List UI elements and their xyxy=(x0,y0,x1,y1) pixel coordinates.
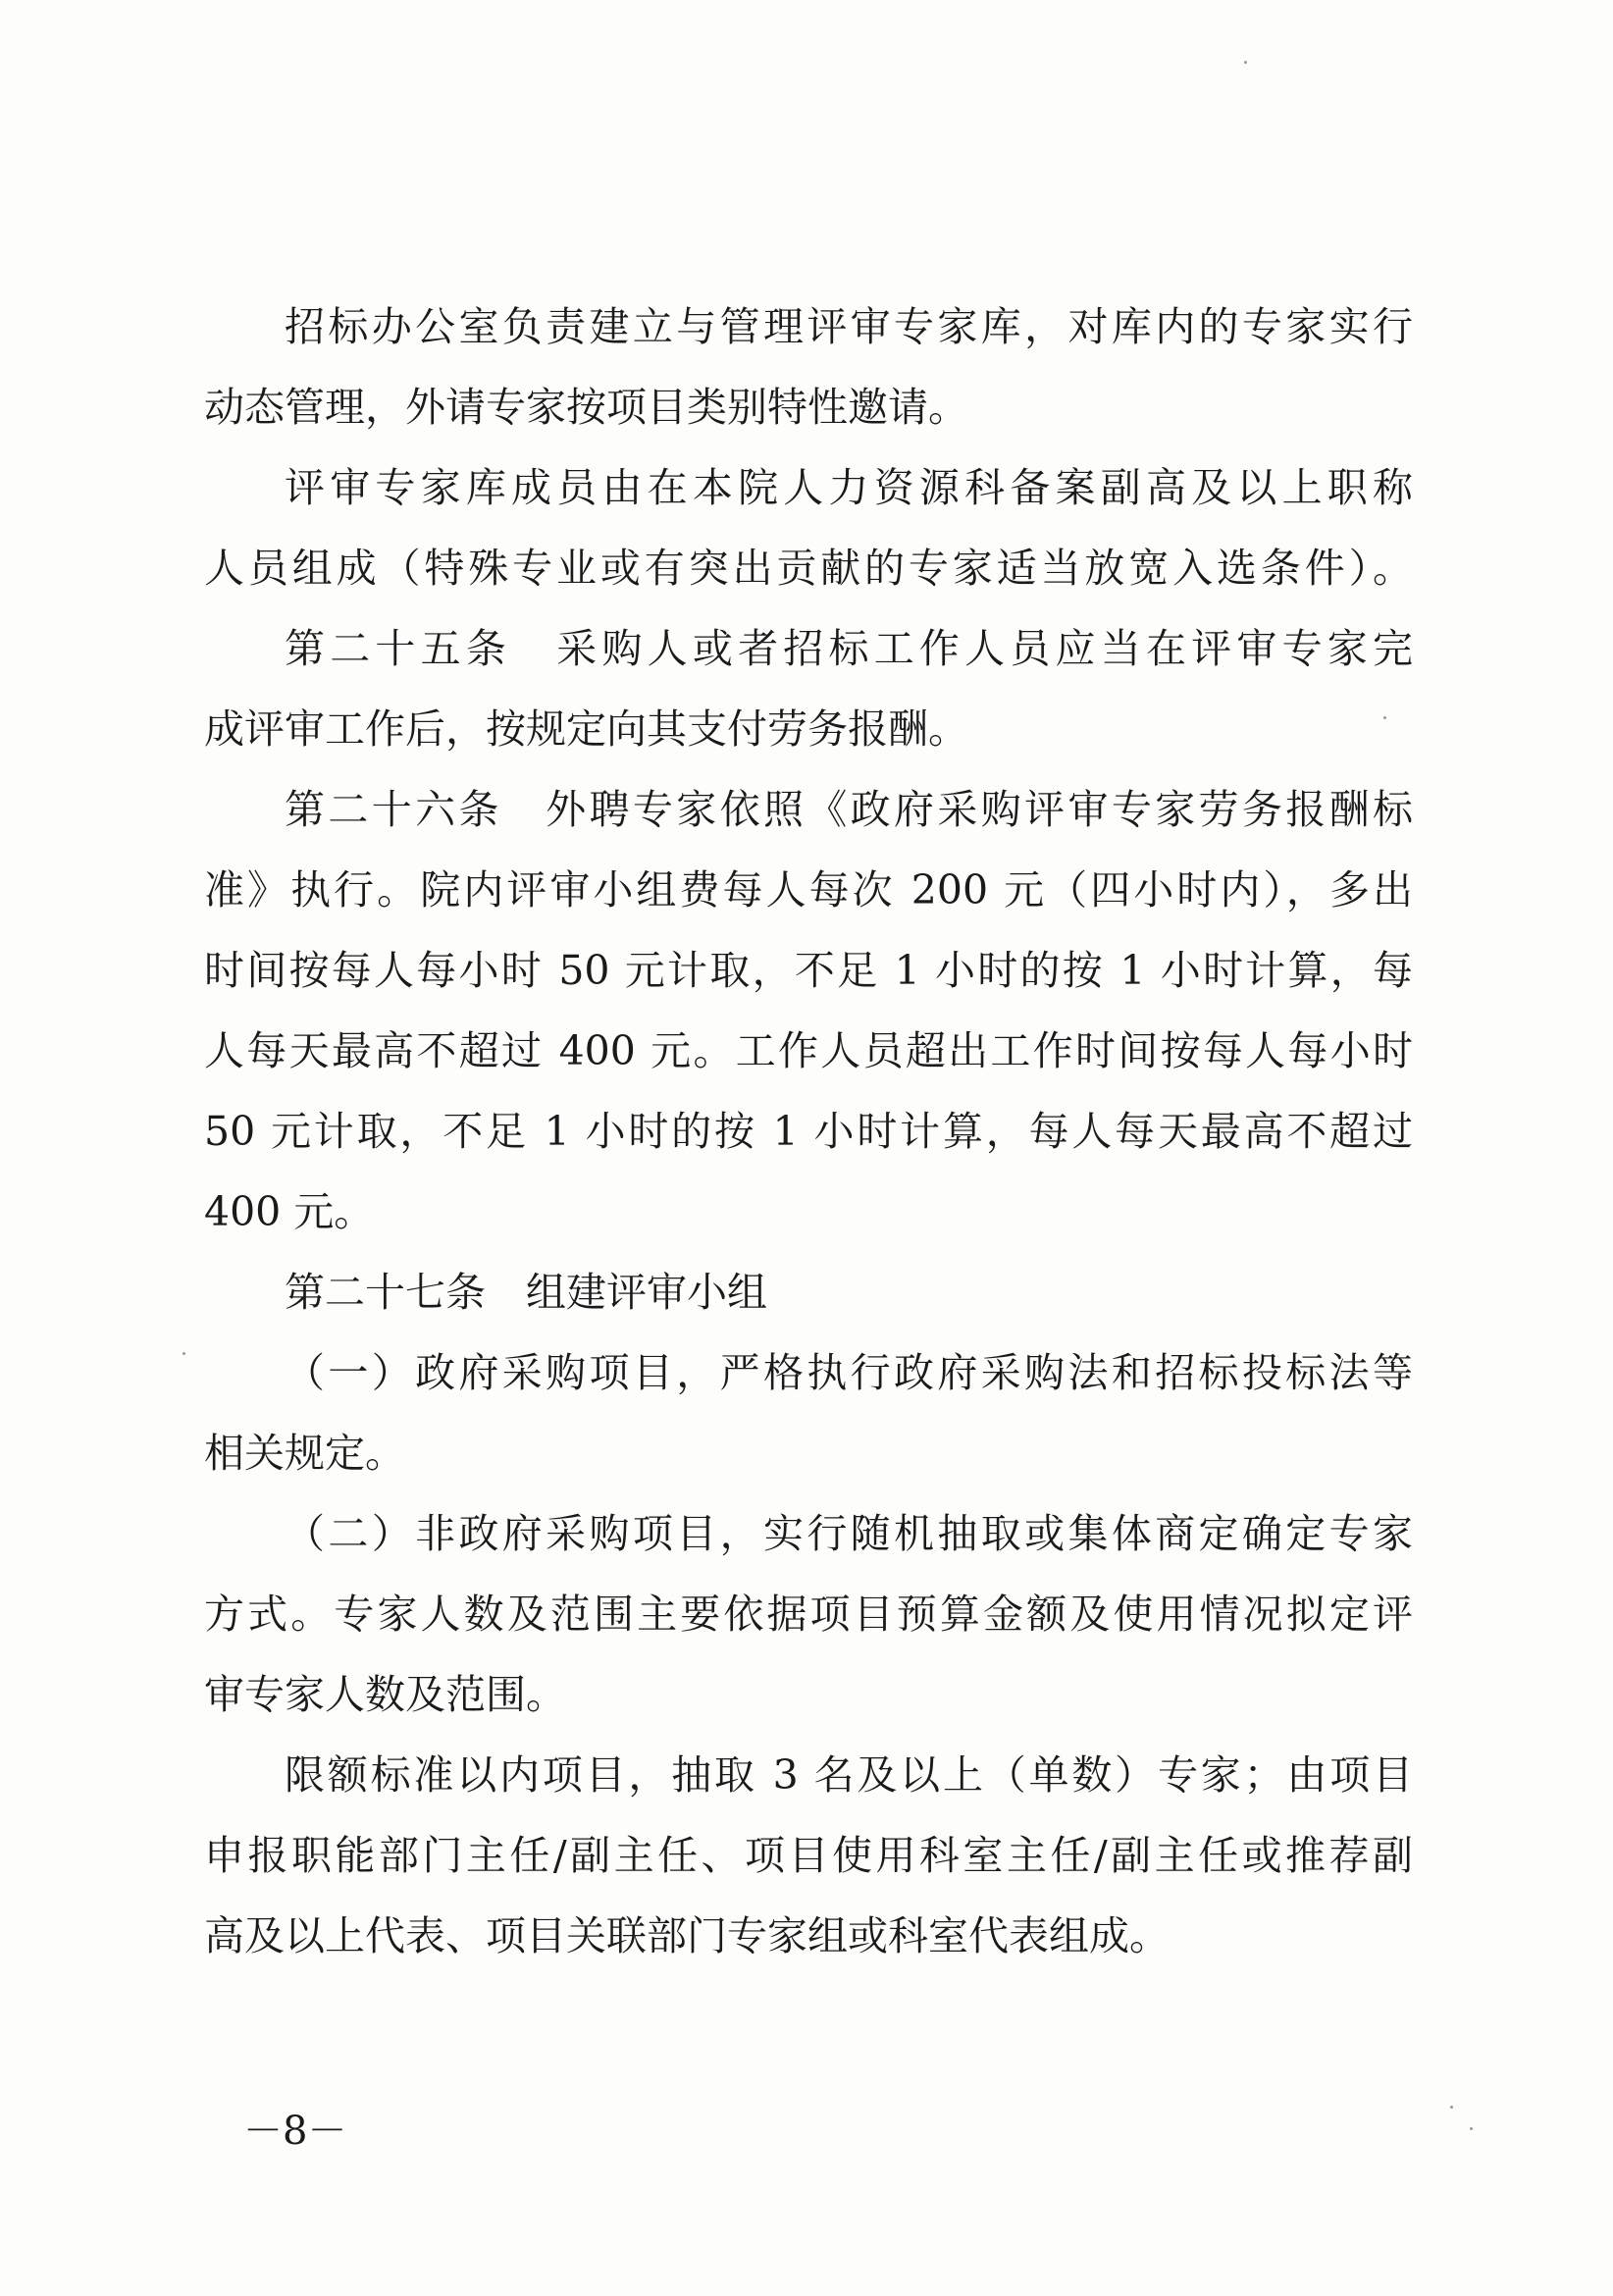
paragraph-line: 动态管理，外请专家按项目类别特性邀请。 xyxy=(204,384,968,431)
paragraph-line: 准》执行。院内评审小组费每人每次 200 元（四小时内），多出 xyxy=(204,866,1413,913)
article-26-line: 第二十六条 外聘专家依照《政府采购评审专家劳务报酬标 xyxy=(285,786,1413,833)
paragraph-line: 人每天最高不超过 400 元。工作人员超出工作时间按每人每小时 xyxy=(204,1027,1413,1074)
paragraph-line: 审专家人数及范围。 xyxy=(204,1671,566,1718)
paragraph-line: 400 元。 xyxy=(204,1188,375,1235)
scan-speck xyxy=(1450,2106,1453,2109)
scan-speck xyxy=(1244,61,1247,64)
page-number: －8－ xyxy=(243,2109,347,2154)
scan-speck xyxy=(1383,716,1386,719)
paragraph-line: 招标办公室负责建立与管理评审专家库，对库内的专家实行 xyxy=(285,303,1413,350)
paragraph-line: 50 元计取，不足 1 小时的按 1 小时计算，每人每天最高不超过 xyxy=(204,1108,1413,1155)
paragraph-line: 时间按每人每小时 50 元计取，不足 1 小时的按 1 小时计算，每 xyxy=(204,947,1413,994)
paragraph-line: 方式。专家人数及范围主要依据项目预算金额及使用情况拟定评 xyxy=(204,1591,1413,1638)
paragraph-line: 限额标准以内项目，抽取 3 名及以上（单数）专家；由项目 xyxy=(285,1751,1413,1799)
item-2-line: （二）非政府采购项目，实行随机抽取或集体商定确定专家 xyxy=(285,1510,1413,1557)
scan-speck xyxy=(182,1352,185,1355)
scan-speck xyxy=(1470,2127,1473,2130)
article-27-heading: 第二十七条 组建评审小组 xyxy=(285,1269,767,1316)
paragraph-line: 申报职能部门主任/副主任、项目使用科室主任/副主任或推荐副 xyxy=(204,1832,1413,1879)
paragraph-line: 人员组成（特殊专业或有突出贡献的专家适当放宽入选条件）。 xyxy=(204,545,1413,592)
paragraph-line: 高及以上代表、项目关联部门专家组或科室代表组成。 xyxy=(204,1912,1170,1959)
paragraph-line: 评审专家库成员由在本院人力资源科备案副高及以上职称 xyxy=(285,464,1413,511)
item-1-line: （一）政府采购项目，严格执行政府采购法和招标投标法等 xyxy=(285,1349,1413,1396)
paragraph-line: 相关规定。 xyxy=(204,1430,405,1477)
article-25-line: 第二十五条 采购人或者招标工作人员应当在评审专家完 xyxy=(285,625,1413,672)
paragraph-line: 成评审工作后，按规定向其支付劳务报酬。 xyxy=(204,705,968,753)
